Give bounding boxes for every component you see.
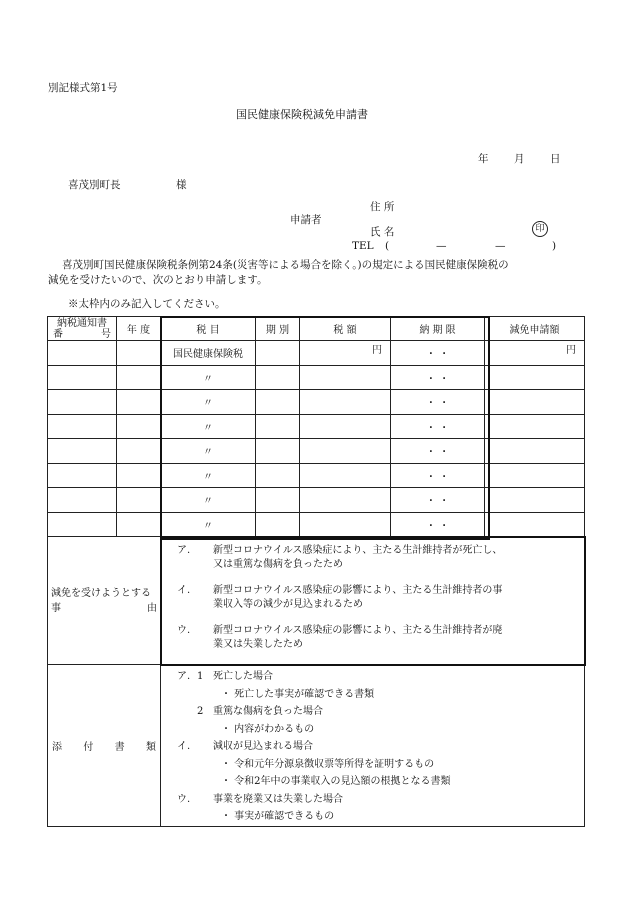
- reason-label: 減免を受けようとする 事 由: [48, 537, 161, 665]
- tel-dash-1: —: [436, 240, 447, 252]
- notice-number-cell[interactable]: [48, 414, 117, 439]
- notice-number-cell[interactable]: [48, 439, 117, 464]
- applicant-label: 申請者: [290, 214, 322, 226]
- attachment-a1-doc: ・ 死亡した事実が確認できる書類: [221, 688, 375, 700]
- page-title: 国民健康保険税減免申請書: [236, 108, 368, 121]
- date-year-label: 年: [478, 153, 489, 165]
- year-cell[interactable]: [117, 512, 161, 537]
- reduction-cell[interactable]: [485, 512, 585, 537]
- reason-option-u: ウ. 新型コロナウイルス感染症の影響により、主たる生計維持者が廃 業又は失業したため: [177, 625, 503, 650]
- date-month-label: 月: [514, 153, 525, 165]
- period-cell[interactable]: [256, 341, 300, 366]
- table-row: [48, 439, 585, 464]
- period-cell[interactable]: [256, 390, 300, 415]
- period-cell[interactable]: [256, 414, 300, 439]
- year-cell[interactable]: [117, 414, 161, 439]
- tax-item-cell[interactable]: 〃: [161, 390, 256, 415]
- due-date-cell[interactable]: ・ ・: [391, 439, 485, 464]
- amount-cell[interactable]: [300, 488, 391, 513]
- reduction-cell[interactable]: [485, 439, 585, 464]
- year-cell[interactable]: [117, 390, 161, 415]
- year-cell[interactable]: [117, 341, 161, 366]
- name-label: 氏 名: [370, 226, 395, 238]
- attachments-label-char: 類: [145, 741, 156, 753]
- tel-label: TEL: [352, 240, 374, 252]
- notice-number-cell[interactable]: [48, 341, 117, 366]
- notice-number-cell[interactable]: [48, 488, 117, 513]
- attachments-label-char: 添: [52, 741, 62, 753]
- tax-item-cell[interactable]: 〃: [161, 463, 256, 488]
- table-header-row: [48, 317, 585, 341]
- due-date-cell[interactable]: ・ ・: [391, 341, 485, 366]
- reason-row: [48, 537, 585, 665]
- table-row: [48, 365, 585, 390]
- form-number: 別記様式第1号: [48, 82, 118, 94]
- period-cell[interactable]: [256, 512, 300, 537]
- tax-item-cell[interactable]: 〃: [161, 439, 256, 464]
- reason-options: [161, 537, 585, 665]
- attachment-i-doc-2: ・ 令和2年中の事業収入の見込額の根拠となる書類: [221, 776, 451, 787]
- header-due-date: 納 期 限: [391, 317, 485, 341]
- reduction-cell[interactable]: [485, 365, 585, 390]
- due-date-cell[interactable]: ・ ・: [391, 390, 485, 415]
- table-row: [48, 512, 585, 537]
- attachments-label: [48, 665, 161, 827]
- table-row: [48, 414, 585, 439]
- intro-line-1: 喜茂別町国民健康保険税条例第24条(災害等による場合を除く。)の規定による国民健康保険税の: [62, 259, 509, 271]
- notice-number-cell[interactable]: [48, 463, 117, 488]
- reduction-cell[interactable]: [485, 414, 585, 439]
- reason-option-i: イ. 新型コロナウイルス感染症の影響により、主たる生計維持者の事 業収入等の減少が見込まれるため: [177, 585, 503, 610]
- addressee-honorific: 様: [176, 179, 187, 191]
- due-date-cell[interactable]: ・ ・: [391, 463, 485, 488]
- addressee-name: 喜茂別町長: [68, 179, 121, 191]
- attachment-a2-doc: ・ 内容がわかるもの: [221, 723, 315, 735]
- notice-number-cell[interactable]: [48, 390, 117, 415]
- amount-cell[interactable]: [300, 365, 391, 390]
- attachments-label-char: 付: [83, 741, 94, 753]
- tel-dash-2: —: [495, 240, 506, 252]
- year-cell[interactable]: [117, 463, 161, 488]
- attachment-u-doc: ・ 事実が確認できるもの: [221, 811, 335, 822]
- year-cell[interactable]: [117, 488, 161, 513]
- address-label: 住 所: [370, 201, 395, 213]
- amount-cell[interactable]: [300, 512, 391, 537]
- tax-item-cell[interactable]: 〃: [161, 512, 256, 537]
- tax-item-cell[interactable]: 〃: [161, 414, 256, 439]
- attachments-row: [48, 665, 585, 827]
- tax-item-cell[interactable]: 〃: [161, 488, 256, 513]
- amount-cell[interactable]: [300, 390, 391, 415]
- period-cell[interactable]: [256, 365, 300, 390]
- attachments-list: ア. 1 死亡した場合 ・ 死亡した事実が確認できる書類 2 重篤な傷病を負った場合 ・ 内容がわかるもの イ. 減収が見込まれる場合 ・ 令和元年分源泉徴収票等所得を証明するもの ・ 令和2年中の事業収入の見込額の根拠となる書類 ウ. 事業を廃業又は失業した場合 ・ 事実が確認できるもの: [161, 665, 585, 827]
- intro-line-2: 減免を受けたいので、次のとおり申請します。: [48, 274, 268, 286]
- header-notice-number: 納税通知書 番 号: [48, 317, 117, 341]
- period-cell[interactable]: [256, 463, 300, 488]
- table-row: [48, 390, 585, 415]
- attachments-label-char: 書: [114, 741, 125, 753]
- table-row: [48, 463, 585, 488]
- amount-cell[interactable]: [300, 439, 391, 464]
- reason-option-a: ア. 新型コロナウイルス感染症により、主たる生計維持者が死亡し、 又は重篤な傷病を負ったため: [177, 545, 503, 570]
- due-date-cell[interactable]: ・ ・: [391, 414, 485, 439]
- amount-cell[interactable]: [300, 463, 391, 488]
- header-amount: 税 額: [300, 317, 391, 341]
- seal-mark: 印: [532, 221, 548, 237]
- period-cell[interactable]: [256, 488, 300, 513]
- tel-open-paren: (: [385, 240, 390, 252]
- due-date-cell[interactable]: ・ ・: [391, 512, 485, 537]
- year-cell[interactable]: [117, 365, 161, 390]
- tax-table: [47, 316, 585, 827]
- header-year: 年 度: [117, 317, 161, 341]
- attachment-i-doc-1: ・ 令和元年分源泉徴収票等所得を証明するもの: [221, 758, 435, 770]
- instruction-note: ※太枠内のみ記入してください。: [68, 298, 226, 310]
- header-reduction-amount: 減免申請額: [485, 317, 585, 341]
- reduction-cell[interactable]: 円: [485, 341, 585, 366]
- table-row: [48, 341, 585, 366]
- reduction-cell[interactable]: [485, 390, 585, 415]
- notice-number-cell[interactable]: [48, 512, 117, 537]
- due-date-cell[interactable]: ・ ・: [391, 488, 485, 513]
- amount-cell[interactable]: [300, 414, 391, 439]
- reduction-cell[interactable]: [485, 488, 585, 513]
- tax-item-cell[interactable]: 〃: [161, 365, 256, 390]
- amount-cell[interactable]: 円: [300, 341, 391, 366]
- period-cell[interactable]: [256, 439, 300, 464]
- due-date-cell[interactable]: ・ ・: [391, 365, 485, 390]
- table-row: [48, 488, 585, 513]
- year-cell[interactable]: [117, 439, 161, 464]
- reduction-cell[interactable]: [485, 463, 585, 488]
- tax-item-cell[interactable]: 国民健康保険税: [161, 341, 256, 366]
- header-period: 期 別: [256, 317, 300, 341]
- date-day-label: 日: [550, 153, 561, 165]
- header-tax-item: 税 目: [161, 317, 256, 341]
- tel-close-paren: ): [552, 240, 557, 252]
- notice-number-cell[interactable]: [48, 365, 117, 390]
